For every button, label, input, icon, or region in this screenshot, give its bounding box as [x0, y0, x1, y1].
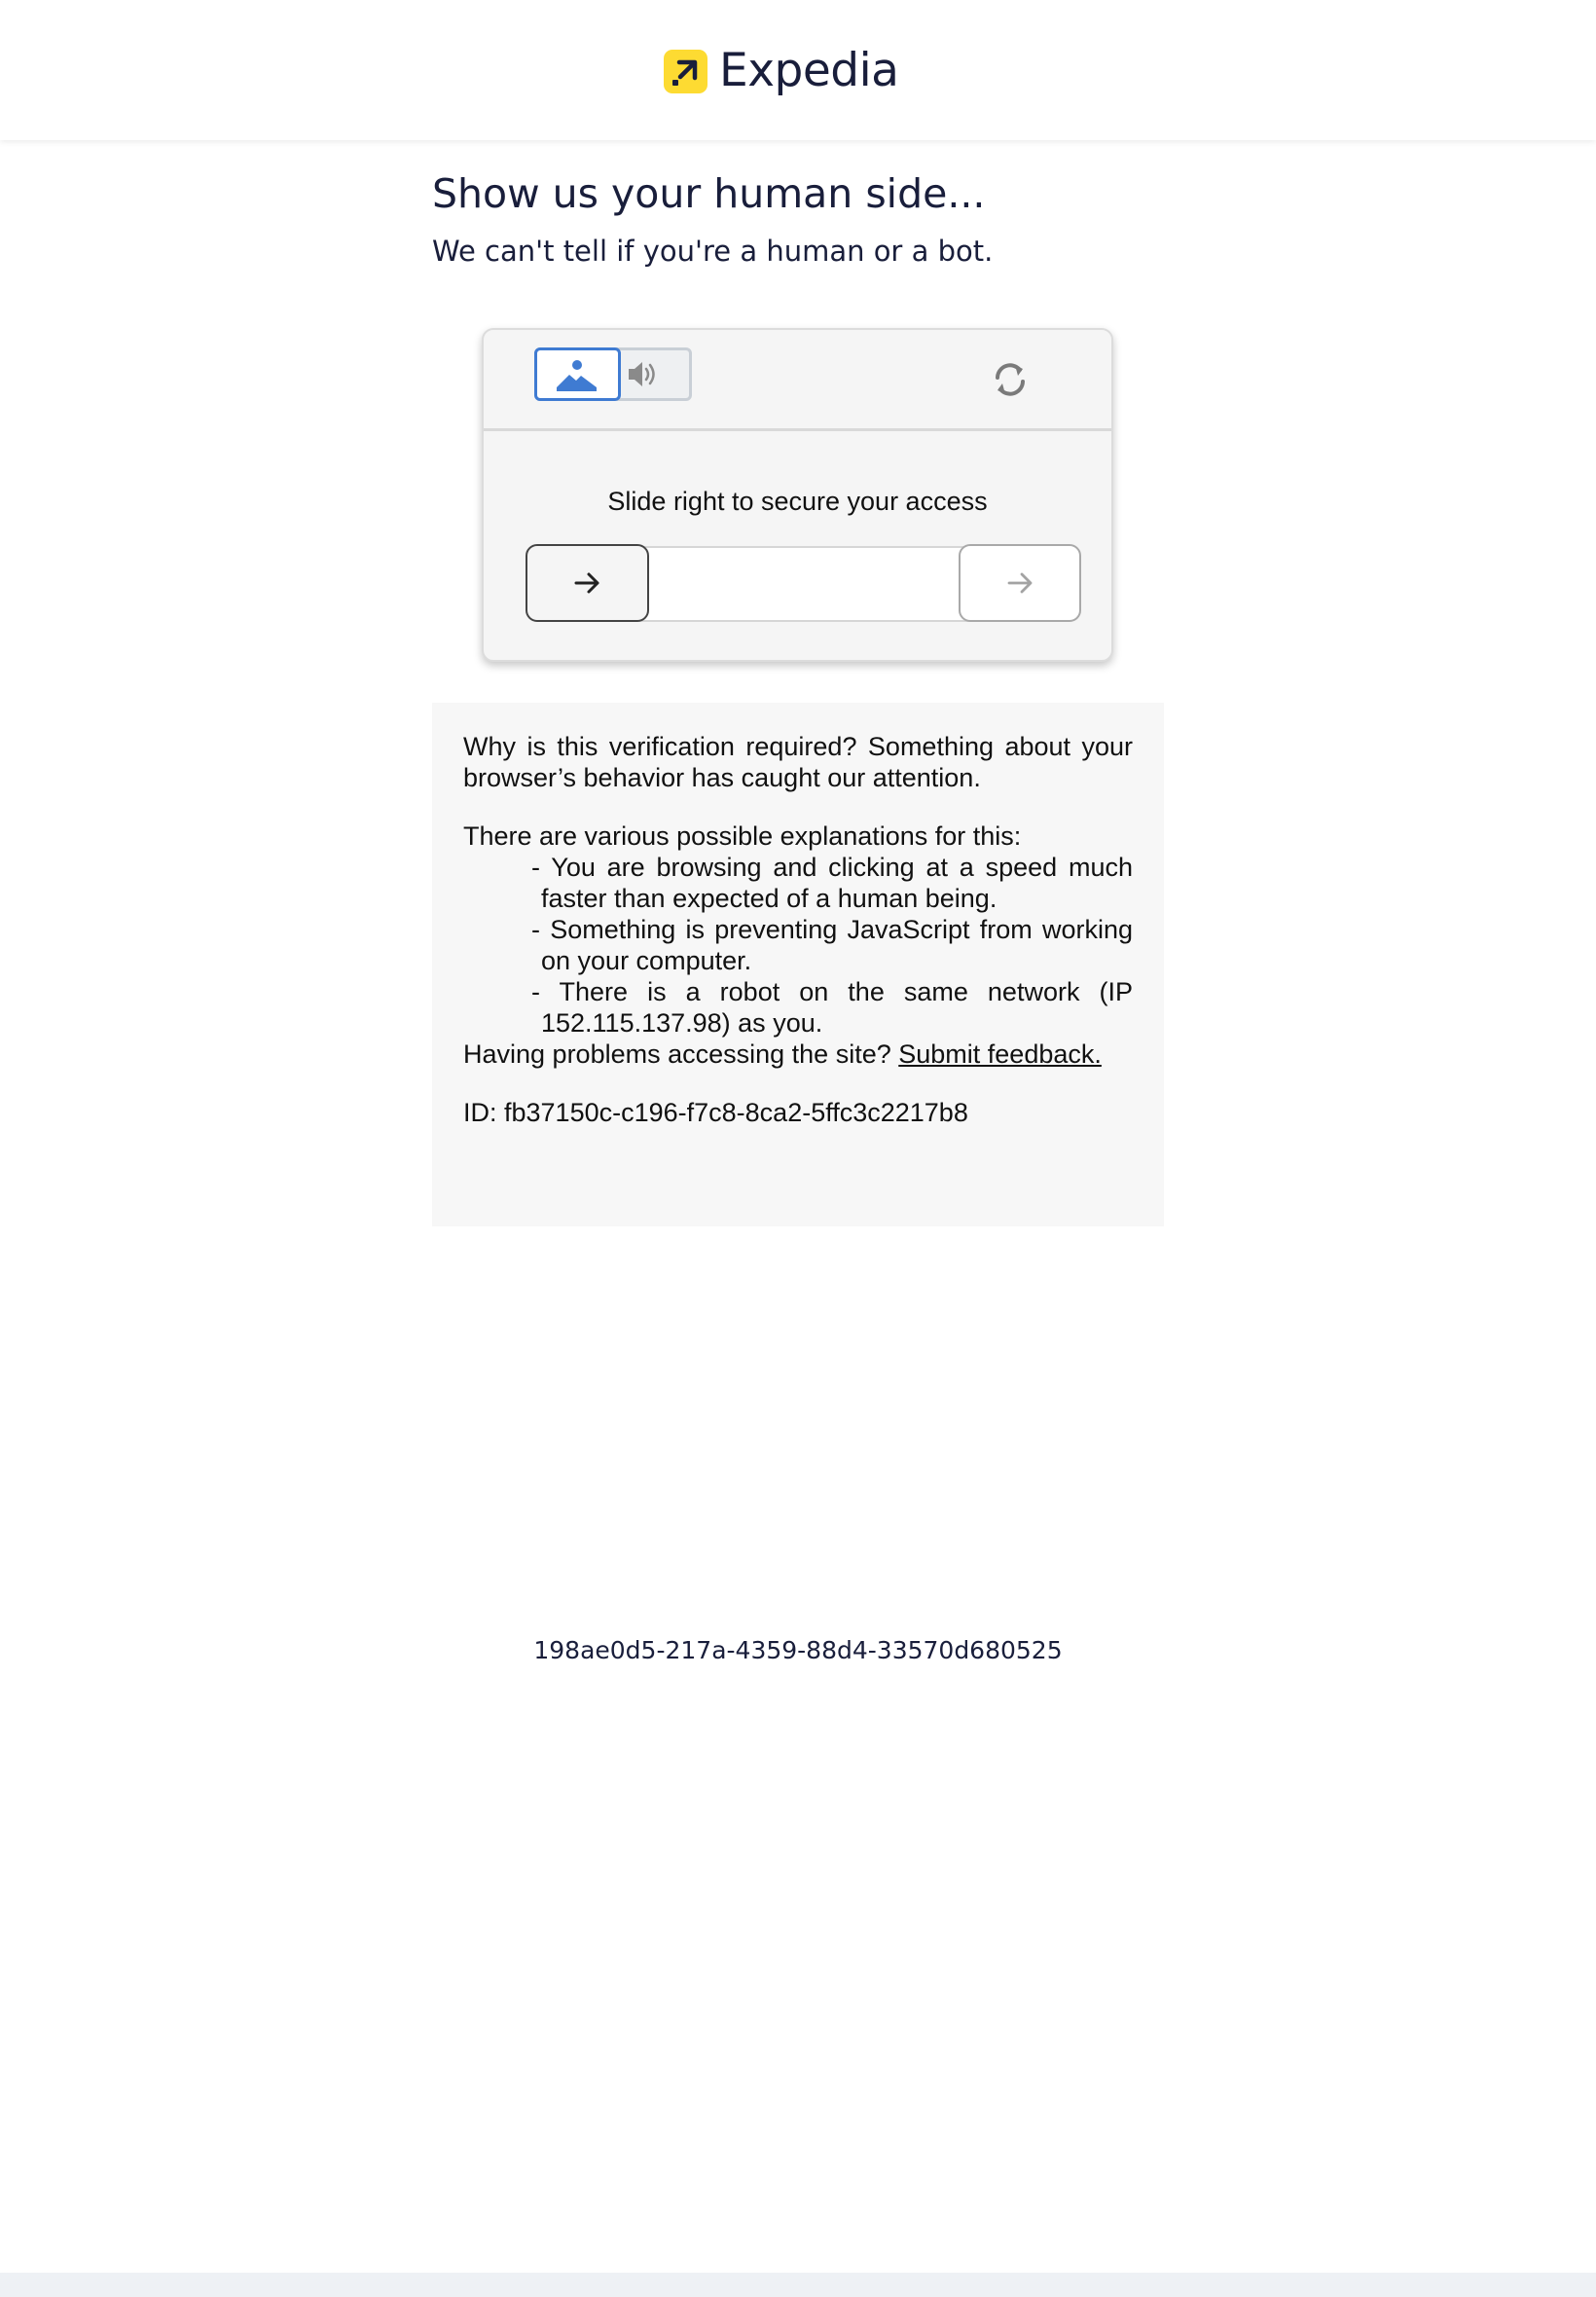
explanations-intro: There are various possible explanations for this: — [463, 821, 1022, 851]
audio-mode-button[interactable] — [621, 350, 689, 398]
expedia-logo[interactable] — [664, 45, 898, 97]
verification-info — [432, 703, 1164, 1226]
list-item: - You are browsing and clicking at a speed much faster than expected of a human being. — [531, 853, 1133, 913]
image-icon — [537, 350, 618, 398]
captcha-mode-toggle — [534, 347, 692, 401]
reference-id: 198ae0d5-217a-4359-88d4-33570d680525 — [533, 1636, 1063, 1664]
problems-line — [463, 1039, 1133, 1070]
refresh-button[interactable] — [990, 359, 1031, 400]
page-title: Show us your human side... — [432, 170, 986, 217]
slider-target — [959, 544, 1081, 622]
captcha-widget — [482, 328, 1113, 662]
why-verification-text: Why is this verification required? Something about your browser’s behavior has caught our attention. — [463, 732, 1133, 792]
slide-instruction: Slide right to secure your access — [607, 487, 988, 516]
verification-id: ID: fb37150c-c196-f7c8-8ca2-5ffc3c2217b8 — [463, 1098, 968, 1127]
explanations-list — [463, 852, 1133, 1039]
arrow-right-icon — [574, 570, 601, 596]
refresh-icon — [990, 359, 1031, 400]
page-subtitle: We can't tell if you're a human or a bot. — [432, 235, 994, 268]
list-item: - Something is preventing JavaScript from working on your computer. — [531, 915, 1133, 975]
image-mode-button[interactable] — [534, 347, 621, 401]
submit-feedback-link[interactable]: Submit feedback. — [898, 1039, 1102, 1069]
list-item: - There is a robot on the same network (IP 152.115.137.98) as you. — [531, 977, 1133, 1038]
expedia-logo-icon — [664, 50, 707, 93]
problems-text: Having problems accessing the site? — [463, 1039, 891, 1069]
speaker-icon — [621, 350, 689, 398]
bottom-band — [0, 2273, 1596, 2297]
arrow-right-icon — [1007, 570, 1034, 596]
brand-name: Expedia — [719, 44, 899, 97]
slider-handle[interactable] — [526, 544, 649, 622]
captcha-toolbar — [484, 330, 1111, 431]
top-bar — [0, 0, 1596, 140]
